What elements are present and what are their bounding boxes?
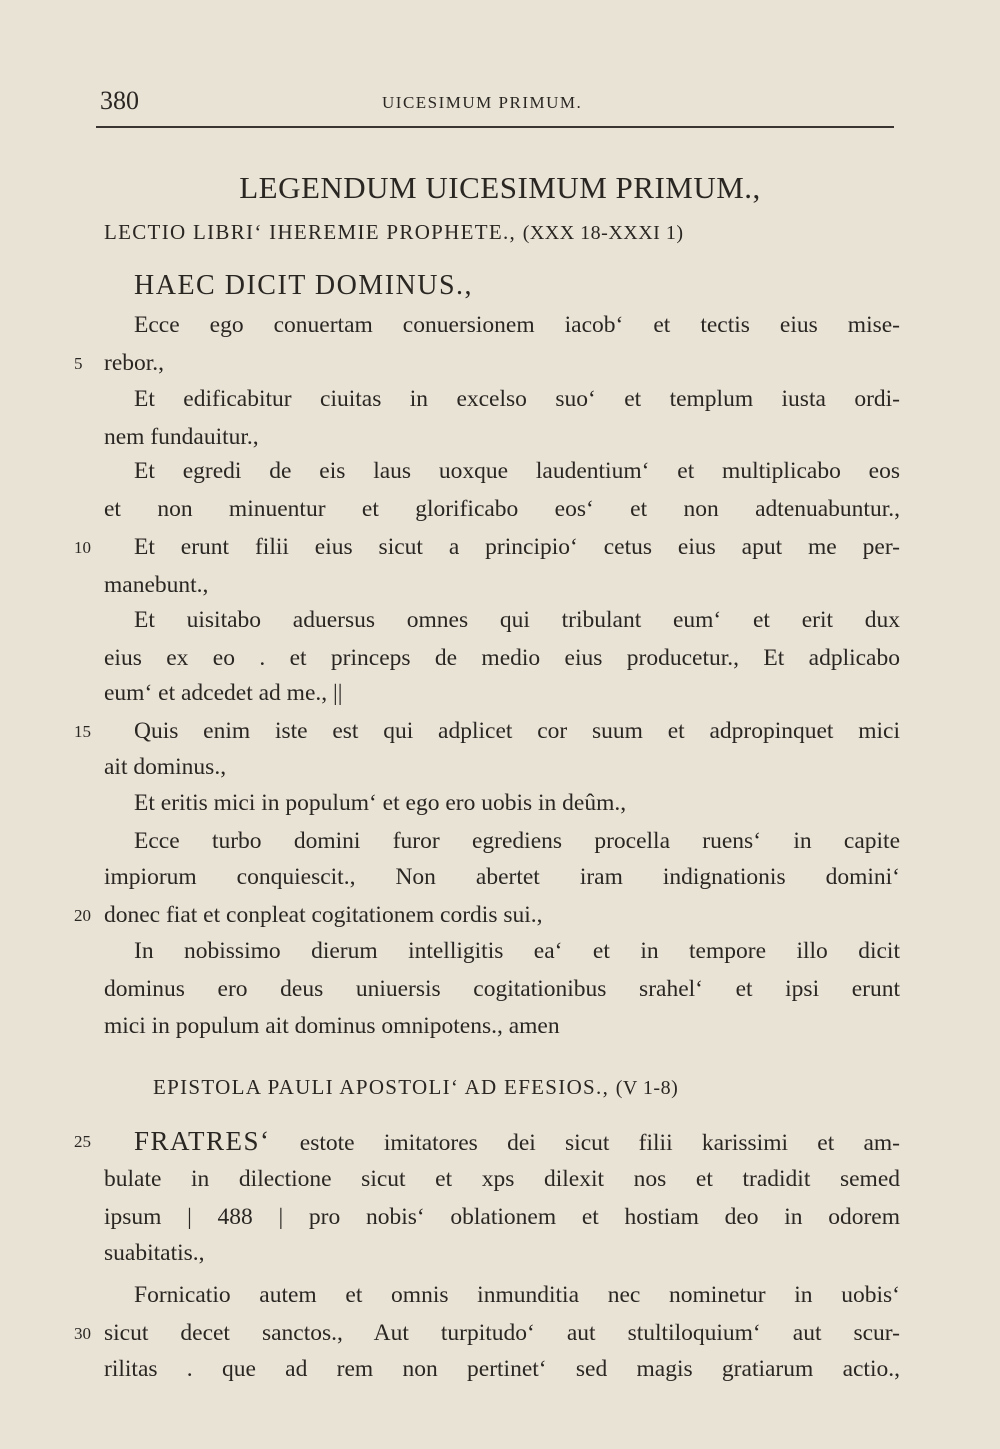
incipit: HAEC DICIT DOMINUS.,	[134, 270, 474, 301]
epistola-reference: (V 1-8)	[615, 1077, 679, 1099]
text-line: bulate in dilectione sicut et xps dilexit nos et tradidit semed	[104, 1166, 900, 1192]
page-number: 380	[100, 86, 139, 115]
header-rule	[96, 126, 894, 128]
text-line: mici in populum ait dominus omnipotens., amen	[104, 1013, 560, 1039]
text-line: impiorum conquiescit., Non abertet iram indignationis domini‘	[104, 864, 900, 890]
text-line: rebor.,	[104, 350, 165, 376]
line-number: 5	[74, 354, 83, 373]
text-line: Ecce ego conuertam conuersionem iacob‘ et tectis eius mise-	[134, 312, 900, 338]
text-line: Et erunt filii eius sicut a principio‘ cetus eius aput me per-	[134, 534, 900, 560]
text-line: Et edificabitur ciuitas in excelso suo‘ et templum iusta ordi-	[134, 386, 900, 412]
lectio-heading-text: LECTIO LIBRI‘ IHEREMIE PROPHETE.,	[104, 220, 517, 244]
epistola-heading-text: EPISTOLA PAULI APOSTOLI‘ AD EFESIOS.,	[153, 1075, 610, 1099]
text-line: Et uisitabo aduersus omnes qui tribulant eum‘ et erit dux	[134, 607, 900, 633]
text-line-rest: estote imitatores dei sicut filii karissimi et am-	[270, 1130, 900, 1156]
epistola-heading	[153, 1075, 678, 1100]
text-line: ipsum | 488 | pro nobis‘ oblationem et hostiam deo in odorem	[104, 1204, 900, 1230]
text-line: eius ex eo . et princeps de medio eius producetur., Et adplicabo	[104, 645, 900, 671]
line-number: 25	[74, 1132, 91, 1151]
text-line: sicut decet sanctos., Aut turpitudo‘ aut stultiloquium‘ aut scur-	[104, 1320, 900, 1346]
text-line: Et egredi de eis laus uoxque laudentium‘ et multiplicabo eos	[134, 458, 900, 484]
text-line	[134, 1126, 900, 1158]
text-line: In nobissimo dierum intelligitis ea‘ et in tempore illo dicit	[134, 938, 900, 964]
lectio-heading	[104, 220, 684, 245]
running-title: UICESIMUM PRIMUM.	[382, 93, 583, 112]
text-line: eum‘ et adcedet ad me., ||	[104, 680, 343, 706]
epistola-first-word: FRATRES‘	[134, 1126, 271, 1156]
line-number: 10	[74, 538, 91, 557]
text-line: Fornicatio autem et omnis inmunditia nec nominetur in uobis‘	[134, 1282, 900, 1308]
text-line: Ecce turbo domini furor egrediens procella ruens‘ in capite	[134, 828, 900, 854]
text-line: et non minuentur et glorificabo eos‘ et non adtenuabuntur.,	[104, 496, 900, 522]
text-line: ait dominus.,	[104, 754, 227, 780]
text-line: dominus ero deus uniuersis cogitationibus srahel‘ et ipsi erunt	[104, 976, 900, 1002]
line-number: 30	[74, 1324, 91, 1343]
line-number: 15	[74, 722, 91, 741]
text-line: suabitatis.,	[104, 1240, 205, 1266]
lectio-reference: (XXX 18-XXXI 1)	[522, 222, 684, 244]
text-line: rilitas . que ad rem non pertinet‘ sed magis gratiarum actio.,	[104, 1356, 900, 1382]
text-line: donec fiat et conpleat cogitationem cordis sui.,	[104, 902, 543, 928]
text-line: manebunt.,	[104, 572, 209, 598]
text-line: Quis enim iste est qui adplicet cor suum et adpropinquet mici	[134, 718, 900, 744]
text-line: Et eritis mici in populum‘ et ego ero uobis in deûm.,	[134, 790, 627, 816]
text-line: nem fundauitur.,	[104, 424, 259, 450]
line-number: 20	[74, 906, 91, 925]
section-title: LEGENDUM UICESIMUM PRIMUM.,	[239, 170, 761, 205]
